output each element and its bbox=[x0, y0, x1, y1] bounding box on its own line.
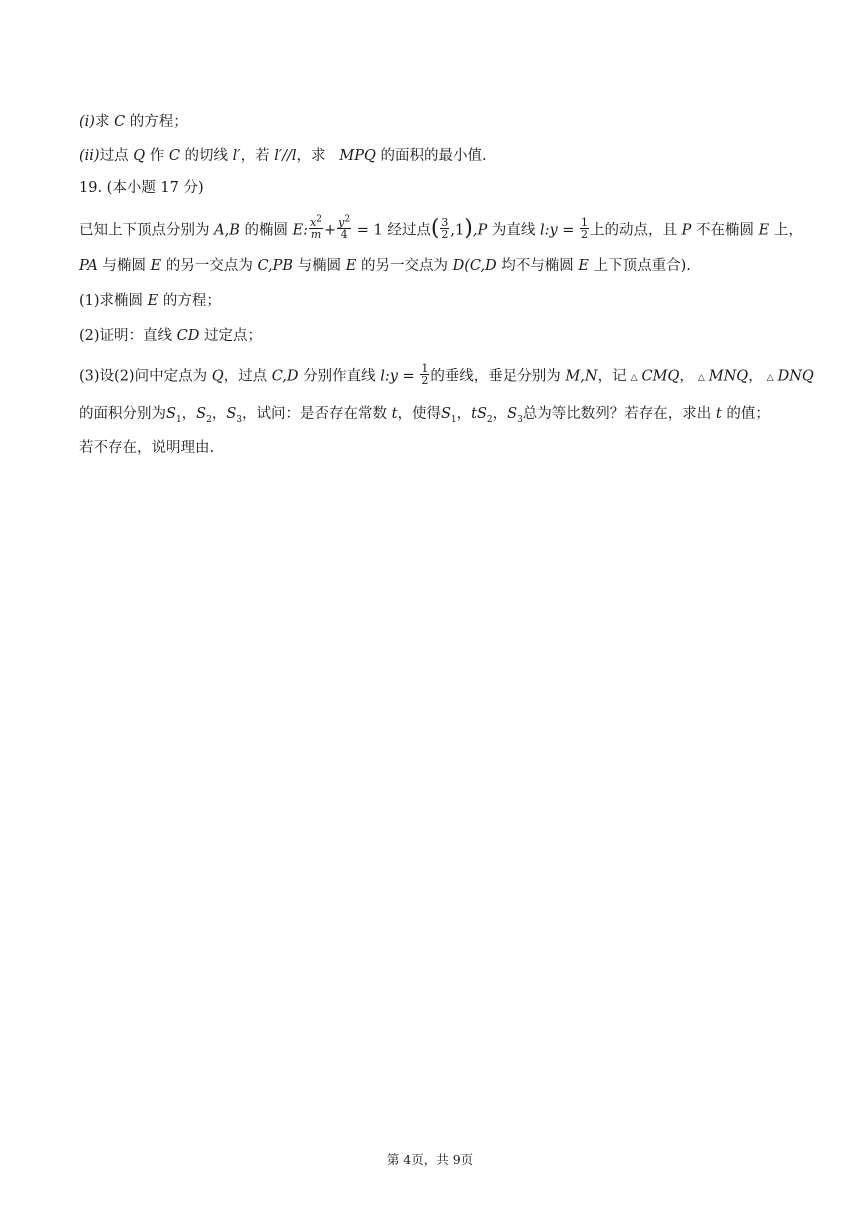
fraction-3-over-2: $\frac{3}{2}$ bbox=[441, 216, 449, 241]
page-footer: 第 4页，共 9页 bbox=[386, 1152, 474, 1167]
triangle-icon: △ bbox=[630, 372, 638, 383]
question-19-part-3-line-2: 的面积分别为$S_1$，$S_2$，$S_3$，试问：是否存在常数 t，使得$S_1$，$tS_2$，$S_3$总为等比数列？若存在，求出 t 的值； bbox=[79, 406, 770, 425]
question-19-part-3-line-1: (3)设(2)问中定点为 Q，过点 C,D 分别作直线 l:y = $\frac{1}{2}$ 的垂线，垂足分别为 M,N，记 △ CMQ， △ MNQ， △ DNQ bbox=[79, 362, 814, 387]
question-19-header: 19. (本小题 17 分) bbox=[79, 180, 204, 196]
fraction-y2-over-4: $\frac{y^2}{4}$ bbox=[338, 214, 351, 241]
question-19-part-2: (2)证明：直线 CD 过定点； bbox=[79, 328, 262, 344]
triangle-icon: △ bbox=[697, 372, 705, 383]
fraction-1-over-2: $\frac{1}{2}$ bbox=[581, 216, 589, 241]
part-label: (ii) bbox=[79, 148, 100, 164]
fraction-x2-over-m: $\frac{x^2}{m}$ bbox=[310, 214, 323, 241]
triangle-icon: △ bbox=[766, 372, 774, 383]
question-18-part-i: (i)求 C 的方程； bbox=[79, 114, 188, 130]
question-19-stem-line-2: PA 与椭圆 E 的另一交点为 C,PB 与椭圆 E 的另一交点为 D(C,D 均不与椭圆 E 上下顶点重合). bbox=[79, 258, 691, 274]
part-label: (i) bbox=[79, 114, 95, 130]
fraction-1-over-2: $\frac{1}{2}$ bbox=[421, 362, 429, 387]
question-19-stem-line-1: 已知上下顶点分别为 A,B 的椭圆 E: $\frac{x^2}{m}$ + $\frac{y^2}{4}$ = 1 经过点( $\frac{3}{2}$ ,1),P 为直线 l:y = $\frac{1}{2}$ 上的动点，且 P 不在椭圆 E 上， bbox=[79, 214, 803, 241]
question-19-part-3-line-3: 若不存在，说明理由. bbox=[79, 440, 215, 456]
question-18-part-ii: (ii)过点 Q 作 C 的切线 l′，若 l′//l，求 MPQ 的面积的最小值. bbox=[79, 148, 487, 164]
question-19-part-1: (1)求椭圆 E 的方程； bbox=[79, 293, 221, 309]
